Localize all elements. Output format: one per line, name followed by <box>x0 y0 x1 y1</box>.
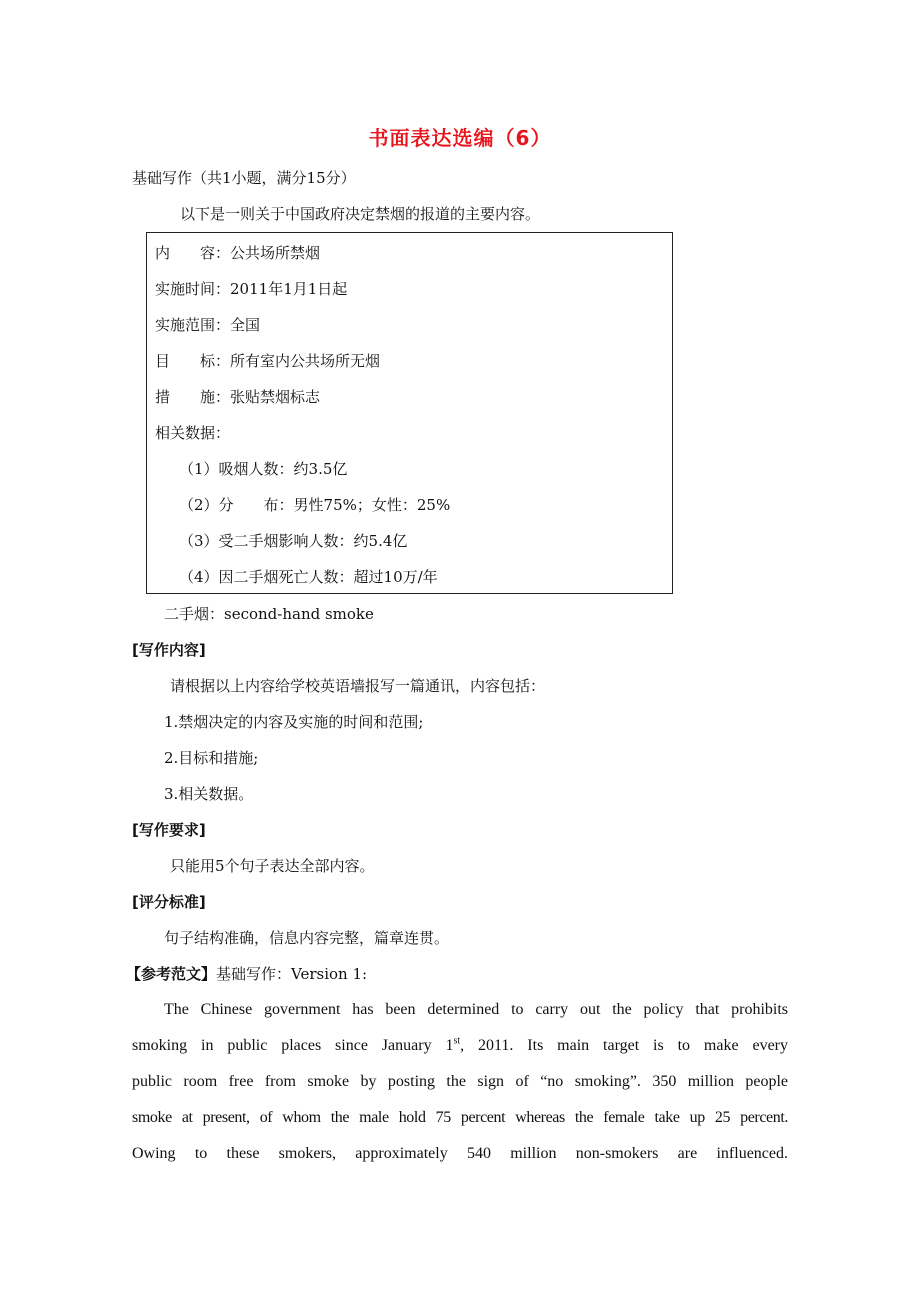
vocab-note: 二手烟：second-hand smoke <box>164 605 374 623</box>
info-row-value: 2011年1月1日起 <box>230 280 348 298</box>
info-row <box>155 351 380 371</box>
info-row <box>155 423 230 443</box>
content-item: 1.禁烟决定的内容及实施的时间和范围; <box>164 713 424 731</box>
content-item: 3.相关数据。 <box>164 785 254 803</box>
essay-line <box>132 1036 788 1056</box>
page-title: 书面表达选编（6） <box>368 126 552 150</box>
data-item: （3）受二手烟影响人数：约5.4亿 <box>179 532 408 550</box>
essay-text: , 2011. Its main target is to make every <box>460 1037 788 1054</box>
content-item: 2.目标和措施; <box>164 749 259 767</box>
requirement-header: [写作要求] <box>132 821 206 839</box>
data-item: （2）分 布：男性75%；女性：25% <box>179 496 451 514</box>
essay-line: smoke at present, of whom the male hold 75 percent whereas the female take up 25 percent. <box>132 1109 788 1126</box>
requirement-text: 只能用5个句子表达全部内容。 <box>170 857 375 875</box>
info-row-label: 措 施： <box>155 388 231 406</box>
info-row-value: 全国 <box>230 316 261 334</box>
content-intro: 请根据以上内容给学校英语墙报写一篇通讯，内容包括： <box>170 677 546 695</box>
superscript-st: st <box>453 1035 461 1047</box>
info-row <box>155 387 320 407</box>
info-row-label: 目 标： <box>155 352 231 370</box>
essay-line: The Chinese government has been determined to carry out the policy that prohibits <box>164 1001 788 1018</box>
info-row-label: 相关数据： <box>155 424 231 442</box>
info-row <box>155 279 347 299</box>
info-row-value: 张贴禁烟标志 <box>230 388 321 406</box>
reference-label: 【参考范文】 <box>126 965 217 983</box>
essay-text: smoking in public places since January 1 <box>132 1037 454 1054</box>
info-row-value: 公共场所禁烟 <box>230 244 321 262</box>
info-row-label: 实施范围： <box>155 316 231 334</box>
section-header: 基础写作（共1小题，满分15分） <box>132 169 356 187</box>
info-row <box>155 315 260 335</box>
criteria-header: [评分标准] <box>132 893 206 911</box>
essay-line: public room free from smoke by posting the sign of “no smoking”. 350 million people <box>132 1073 788 1090</box>
reference-suffix: 基础写作：Version 1: <box>216 965 368 983</box>
info-row-value: 所有室内公共场所无烟 <box>230 352 381 370</box>
content-header: [写作内容] <box>132 641 206 659</box>
essay-line: Owing to these smokers, approximately 540 million non-smokers are influenced. <box>132 1145 788 1162</box>
reference-heading <box>126 964 367 984</box>
info-table <box>146 232 673 594</box>
intro-text: 以下是一则关于中国政府决定禁烟的报道的主要内容。 <box>180 205 541 223</box>
info-row <box>155 243 320 263</box>
data-item: （1）吸烟人数：约3.5亿 <box>179 460 348 478</box>
info-row-label: 实施时间： <box>155 280 231 298</box>
info-row-label: 内 容： <box>155 244 231 262</box>
data-item: （4）因二手烟死亡人数：超过10万/年 <box>179 568 438 586</box>
criteria-text: 句子结构准确，信息内容完整，篇章连贯。 <box>164 929 450 947</box>
